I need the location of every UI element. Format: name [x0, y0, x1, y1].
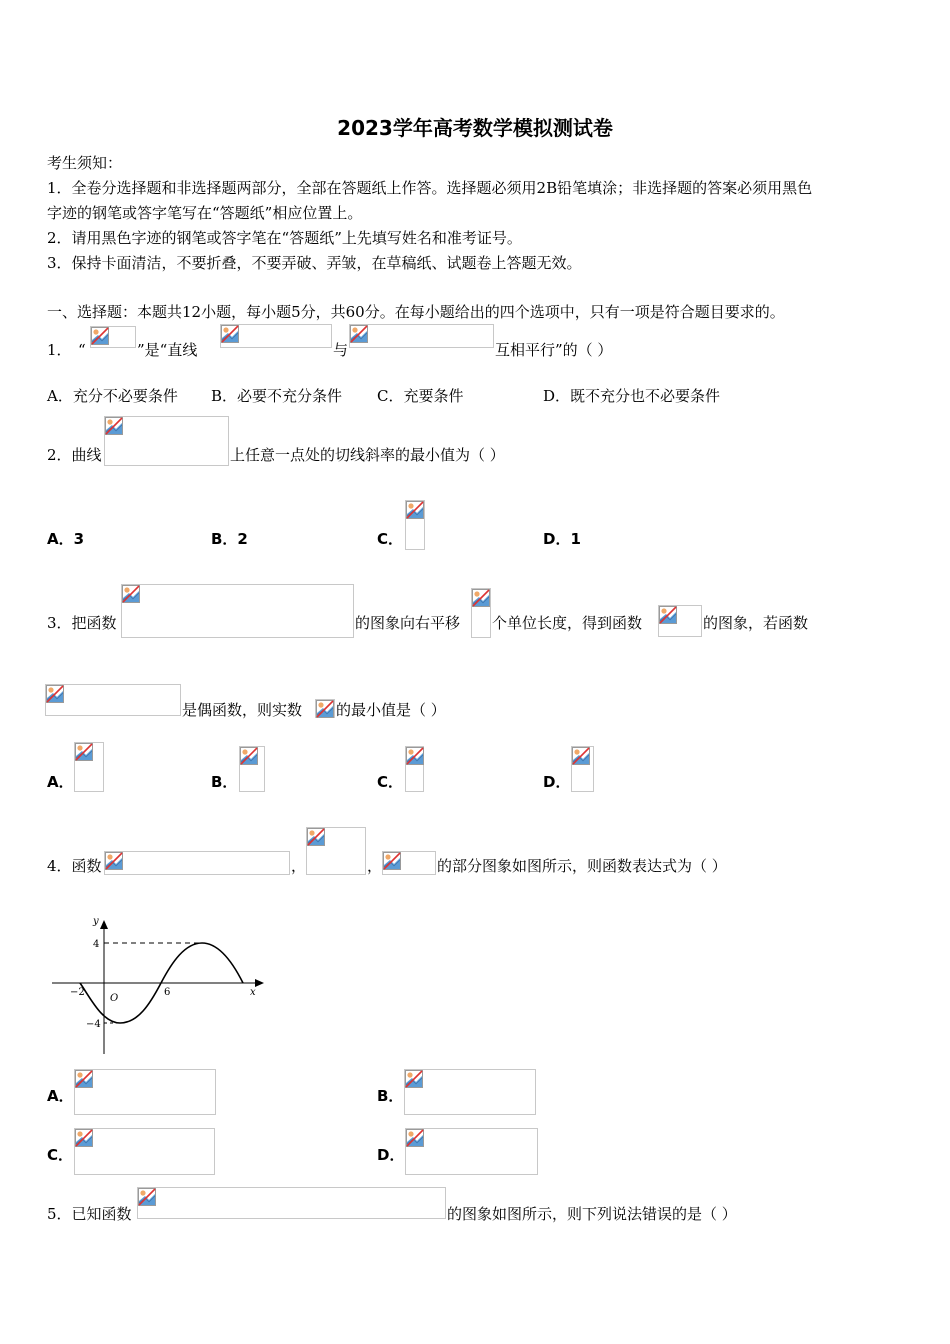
q1-number: 1．	[47, 341, 72, 359]
q1-option-c: C．充要条件	[377, 387, 464, 405]
y-axis-arrow	[100, 920, 108, 929]
image-placeholder-icon	[472, 589, 490, 607]
q3-text-5: 是偶函数，则实数	[182, 701, 303, 719]
notice-item-3: 3．保持卡面清洁，不要折叠，不要弄破、弄皱，在草稿纸、试题卷上答题无效。	[47, 254, 582, 272]
q1-text-1: “	[78, 341, 86, 359]
q2-option-a: A．3	[47, 530, 85, 548]
q2-option-c-formula	[405, 500, 425, 550]
q3-text-1: 3．把函数	[47, 614, 117, 632]
q4-option-d-formula	[405, 1128, 538, 1175]
q1-option-d: D．既不充分也不必要条件	[543, 387, 721, 405]
image-placeholder-icon	[405, 1070, 423, 1088]
q3-formula-4	[45, 684, 181, 716]
image-placeholder-icon	[105, 852, 123, 870]
image-placeholder-icon	[406, 501, 424, 519]
q4-text-3: ，	[367, 857, 383, 875]
tick-label-neg4: −4	[86, 1019, 101, 1030]
image-placeholder-icon	[316, 700, 334, 718]
q1-formula-3	[349, 324, 494, 348]
q4-option-d: D．	[377, 1146, 405, 1164]
q4-option-b-formula	[404, 1069, 536, 1115]
q3-option-d: D．	[543, 773, 571, 791]
q3-formula-5	[315, 699, 335, 718]
q1-option-a: A．充分不必要条件	[47, 387, 178, 405]
q4-text-4: 的部分图象如图所示，则函数表达式为（ ）	[437, 857, 727, 875]
q1-formula-2	[220, 324, 332, 348]
image-placeholder-icon	[572, 747, 590, 765]
q1-formula-1	[90, 326, 136, 348]
q3-option-b: B．	[211, 773, 238, 791]
image-placeholder-icon	[240, 747, 258, 765]
image-placeholder-icon	[350, 325, 368, 343]
q3-option-c: C．	[377, 773, 404, 791]
image-placeholder-icon	[406, 747, 424, 765]
tick-label-4: 4	[93, 939, 100, 950]
section-heading: 一、选择题：本题共12小题，每小题5分，共60分。在每小题给出的四个选项中，只有一项是符合题目要求的。	[47, 303, 785, 321]
q4-formula-3	[382, 851, 436, 875]
q3-option-c-formula	[405, 746, 424, 792]
tick-label-neg2: −2	[70, 987, 85, 998]
notice-item-2: 2．请用黑色字迹的钢笔或答字笔在“答题纸”上先填写姓名和准考证号。	[47, 229, 522, 247]
q2-formula	[104, 416, 229, 466]
q4-text-1: 4．函数	[47, 857, 102, 875]
q1-text-2: ”是“直线	[137, 341, 198, 359]
image-placeholder-icon	[75, 1129, 93, 1147]
notice-item-1: 1．全卷分选择题和非选择题两部分，全部在答题纸上作答。选择题必须用2B铅笔填涂；非选择题的答案必须用黑色	[47, 179, 813, 197]
image-placeholder-icon	[221, 325, 239, 343]
image-placeholder-icon	[659, 606, 677, 624]
q2-text-1: 2．曲线	[47, 446, 102, 464]
q3-option-b-formula	[239, 746, 265, 792]
image-placeholder-icon	[122, 585, 140, 603]
q1-text-3: 与	[333, 341, 349, 359]
q2-option-d: D．1	[543, 530, 581, 548]
q4-option-a: A．	[47, 1087, 74, 1105]
q4-function-graph	[40, 912, 270, 1060]
q4-option-b: B．	[377, 1087, 404, 1105]
image-placeholder-icon	[307, 828, 325, 846]
image-placeholder-icon	[138, 1188, 156, 1206]
q5-formula	[137, 1187, 446, 1219]
page-title: 2023学年高考数学模拟测试卷	[337, 116, 613, 140]
image-placeholder-icon	[75, 743, 93, 761]
q3-formula-2	[471, 588, 491, 638]
origin-label: O	[110, 993, 119, 1004]
q5-text-1: 5．已知函数	[47, 1205, 132, 1223]
q4-option-c-formula	[74, 1128, 215, 1175]
q2-option-b: B．2	[211, 530, 248, 548]
image-placeholder-icon	[383, 852, 401, 870]
q5-text-2: 的图象如图所示，则下列说法错误的是（ ）	[447, 1205, 737, 1223]
q4-formula-1	[104, 851, 290, 875]
q4-formula-2	[306, 827, 366, 875]
q3-text-2: 的图象向右平移	[355, 614, 461, 632]
image-placeholder-icon	[46, 685, 64, 703]
q2-option-c: C．	[377, 530, 404, 548]
tick-label-6: 6	[164, 987, 171, 998]
q4-option-c: C．	[47, 1146, 74, 1164]
q4-text-2: ，	[291, 857, 307, 875]
q3-text-3: 个单位长度，得到函数	[492, 614, 643, 632]
q1-option-b: B．必要不充分条件	[211, 387, 343, 405]
q3-option-d-formula	[571, 746, 594, 792]
x-axis-label: x	[250, 987, 256, 998]
q2-text-2: 上任意一点处的切线斜率的最小值为（ ）	[230, 446, 505, 464]
image-placeholder-icon	[105, 417, 123, 435]
q3-option-a: A．	[47, 773, 74, 791]
image-placeholder-icon	[75, 1070, 93, 1088]
y-axis-label: y	[93, 916, 99, 927]
q3-formula-1	[121, 584, 354, 638]
q4-option-a-formula	[74, 1069, 216, 1115]
image-placeholder-icon	[406, 1129, 424, 1147]
notice-heading: 考生须知：	[47, 154, 123, 172]
x-axis-arrow	[255, 979, 264, 987]
q3-option-a-formula	[74, 742, 104, 792]
q3-formula-3	[658, 605, 702, 637]
q3-text-6: 的最小值是（ ）	[336, 701, 446, 719]
q3-text-4: 的图象，若函数	[703, 614, 809, 632]
notice-item-1-cont: 字迹的钢笔或答字笔写在“答题纸”相应位置上。	[47, 204, 363, 222]
q1-text-4: 互相平行”的（ ）	[495, 341, 613, 359]
image-placeholder-icon	[91, 327, 109, 345]
